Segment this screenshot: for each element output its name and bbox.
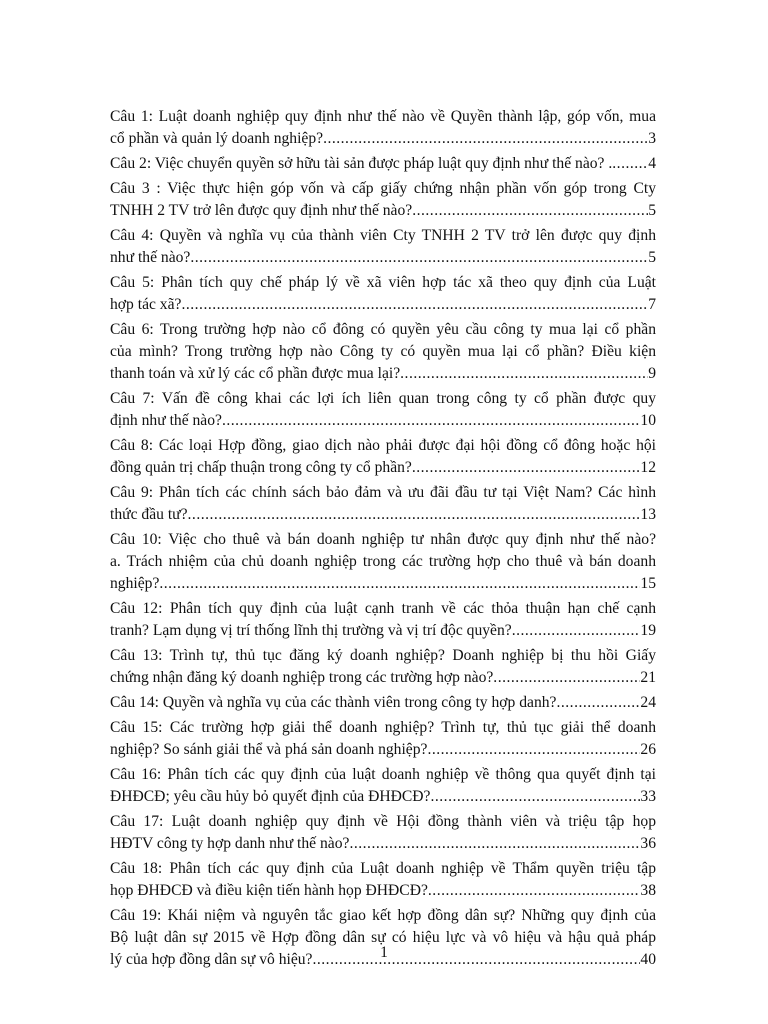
toc-page-number: 40 [640,951,656,968]
toc-entry[interactable] [110,319,656,385]
toc-entry-text: hợp tác xã? [110,296,182,313]
toc-entry-text: lý của hợp đồng dân sự vô hiệu? [110,951,313,968]
toc-entry-last-line [110,363,656,385]
toc-leader-dots [412,200,648,222]
toc-entry-line: Câu 12: Phân tích quy định của luật cạnh tranh về các thỏa thuận hạn chế cạnh [110,600,656,617]
toc-page-number: 21 [640,669,656,686]
toc-entry-text: nghiệp? So sánh giải thể và phá sản doanh nghiệp? [110,741,428,758]
toc-leader-dots [188,504,641,526]
toc-entry[interactable] [110,858,656,902]
toc-entry-last-line [110,457,656,479]
toc-entry-last-line [110,294,656,316]
toc-entry-line: Câu 19: Khái niệm và nguyên tắc giao kết hợp đồng dân sự? Những quy định của [110,907,656,924]
toc-entry-line: Câu 5: Phân tích quy chế pháp lý về xã viên hợp tác xã theo quy định của Luật [110,274,656,291]
toc-page-number: 19 [640,622,656,639]
toc-entry-line: Câu 10: Việc cho thuê và bán doanh nghiệp tư nhân được quy định như thế nào? [110,531,656,548]
toc-entry-text: thức đầu tư? [110,506,188,523]
toc-entry-last-line [110,128,656,150]
toc-entry-text: TNHH 2 TV trở lên được quy định như thế nào? [110,202,413,219]
toc-page-number: 5 [648,202,656,219]
toc-entry-line: của mình? Trong trường hợp nào Công ty có quyền mua lại cổ phần? Điều kiện [110,343,656,360]
toc-page-number: 7 [648,296,656,313]
toc-entry-line: Câu 7: Vấn đề công khai các lợi ích liên quan trong công ty cổ phần được quy [110,390,656,407]
toc-entry-line: Câu 1: Luật doanh nghiệp quy định như thế nào về Quyền thành lập, góp vốn, mua [110,108,656,125]
toc-page-number: 9 [648,365,656,382]
toc-leader-dots [512,620,641,642]
toc-leader-dots [323,128,648,150]
toc-entry-text: HĐTV công ty hợp danh như thế nào? [110,835,350,852]
toc-leader-dots [349,833,640,855]
toc-entry[interactable] [110,272,656,316]
toc-page-number: 33 [640,788,656,805]
toc-entry-last-line [110,200,656,222]
toc-page-number: 26 [640,741,656,758]
toc-entry-text: Câu 2: Việc chuyển quyền sở hữu tài sản được pháp luật quy định như thế nào? . [110,155,613,172]
toc-entry-line: Câu 18: Phân tích các quy định của Luật doanh nghiệp về Thẩm quyền triệu tập [110,860,656,877]
table-of-contents [110,106,656,974]
toc-entry-line: Câu 13: Trình tự, thủ tục đăng ký doanh nghiệp? Doanh nghiệp bị thu hồi Giấy [110,647,656,664]
toc-leader-dots [400,363,648,385]
toc-page-number: 3 [648,130,656,147]
toc-leader-dots [428,880,641,902]
toc-leader-dots [181,294,648,316]
toc-entry[interactable] [110,388,656,432]
toc-entry-last-line [110,573,656,595]
toc-leader-dots [159,573,640,595]
toc-leader-dots [556,692,640,714]
toc-page-number: 38 [640,882,656,899]
toc-entry-line: Câu 9: Phân tích các chính sách bảo đảm và ưu đãi đầu tư tại Việt Nam? Các hình [110,484,656,501]
toc-entry-line: a. Trách nhiệm của chủ doanh nghiệp trong các trường hợp cho thuê và bán doanh [110,553,656,570]
toc-entry-line: Câu 4: Quyền và nghĩa vụ của thành viên Cty TNHH 2 TV trở lên được quy định [110,227,656,244]
toc-leader-dots [222,410,640,432]
toc-page-number: 4 [648,155,656,172]
toc-leader-dots [612,153,648,175]
toc-entry[interactable] [110,598,656,642]
toc-entry[interactable] [110,106,656,150]
toc-page-number: 5 [648,249,656,266]
toc-entry-text: chứng nhận đăng ký doanh nghiệp trong các trường hợp nào? [110,669,494,686]
toc-entry-last-line [110,833,656,855]
toc-entry-line: Câu 17: Luật doanh nghiệp quy định về Hội đồng thành viên và triệu tập họp [110,813,656,830]
toc-entry-text: nghiệp? [110,575,160,592]
toc-entry-line: Câu 3 : Việc thực hiện góp vốn và cấp giấy chứng nhận phần vốn góp trong Cty [110,180,656,197]
toc-entry-last-line [110,410,656,432]
toc-entry-last-line [110,786,656,808]
toc-entry[interactable] [110,811,656,855]
toc-leader-dots [190,247,648,269]
toc-entry-text: tranh? Lạm dụng vị trí thống lĩnh thị trường và vị trí độc quyền? [110,622,512,639]
toc-entry-last-line [110,504,656,526]
toc-leader-dots [493,667,640,689]
toc-entry-text: thanh toán và xử lý các cổ phần được mua lại? [110,365,401,382]
toc-entry-line: Câu 8: Các loại Hợp đồng, giao dịch nào phải được đại hội đồng cổ đông hoặc hội [110,437,656,454]
toc-entry-last-line [110,153,656,175]
toc-entry[interactable] [110,717,656,761]
toc-entry[interactable] [110,645,656,689]
toc-entry-last-line [110,667,656,689]
toc-entry-last-line [110,620,656,642]
toc-entry[interactable] [110,692,656,714]
toc-page-number: 13 [640,506,656,523]
toc-entry[interactable] [110,178,656,222]
toc-entry-text: định như thế nào? [110,412,222,429]
toc-entry-line: Câu 16: Phân tích các quy định của luật doanh nghiệp về thông qua quyết định tại [110,766,656,783]
toc-entry-last-line [110,880,656,902]
toc-entry-last-line [110,247,656,269]
toc-leader-dots [427,739,640,761]
toc-entry[interactable] [110,482,656,526]
toc-entry-text: đồng quản trị chấp thuận trong công ty cổ phần? [110,459,412,476]
toc-entry[interactable] [110,153,656,175]
toc-entry-line: Câu 6: Trong trường hợp nào cổ đông có quyền yêu cầu công ty mua lại cổ phần [110,321,656,338]
toc-entry-line: Bộ luật dân sự 2015 về Hợp đồng dân sự có hiệu lực và vô hiệu và hậu quả pháp [110,929,656,946]
toc-entry-text: cổ phần và quản lý doanh nghiệp? [110,130,324,147]
toc-entry-text: như thế nào? [110,249,191,266]
toc-entry-text: họp ĐHĐCĐ và điều kiện tiến hành họp ĐHĐCĐ? [110,882,428,899]
toc-entry-last-line [110,692,656,714]
toc-page-number: 36 [640,835,656,852]
toc-page-number: 12 [640,459,656,476]
toc-entry-last-line [110,739,656,761]
toc-leader-dots [412,457,641,479]
page-number: 1 [380,944,388,961]
toc-entry[interactable] [110,435,656,479]
toc-entry[interactable] [110,529,656,595]
toc-entry[interactable] [110,225,656,269]
toc-leader-dots [430,786,640,808]
toc-entry[interactable] [110,764,656,808]
toc-page-number: 24 [640,694,656,711]
toc-entry-line: Câu 15: Các trường hợp giải thể doanh nghiệp? Trình tự, thủ tục giải thể doanh [110,719,656,736]
toc-page-number: 10 [640,412,656,429]
toc-entry-text: Câu 14: Quyền và nghĩa vụ của các thành viên trong công ty hợp danh? [110,694,557,711]
toc-entry-text: ĐHĐCĐ; yêu cầu hủy bỏ quyết định của ĐHĐCĐ? [110,788,431,805]
toc-page-number: 15 [640,575,656,592]
